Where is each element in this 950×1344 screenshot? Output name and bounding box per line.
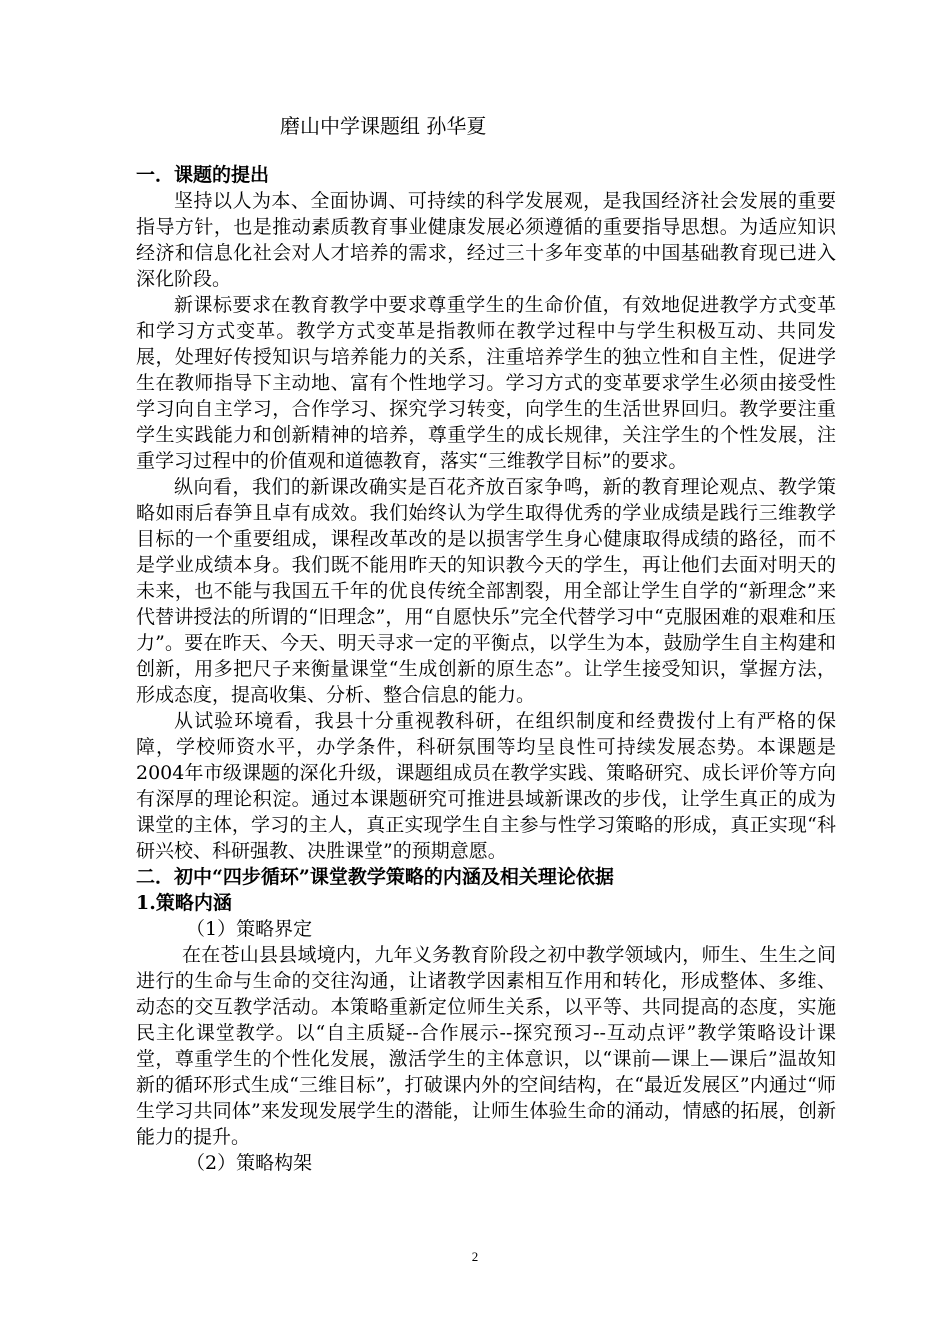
section-1-paragraph-4: 从试验环境看，我县十分重视教科研，在组织制度和经费拨付上有严格的保障，学校师资水平，办学条件，科研氛围等均呈良性可持续发展态势。本课题是2004年市级课题的深化升级，课题组成员在教学实践、策略研究、成长评价等方向有深厚的理论积淀。通过本课题研究可推进县域新课改的步伐，让学生真正的成为课堂的主体，学习的主人，真正实现学生自主参与性学习策略的形成，真正实现“科研兴校、科研强教、决胜课堂”的预期意愿。 xyxy=(136,710,836,862)
page-number: 2 xyxy=(471,1249,479,1264)
section-1-heading: 一．课题的提出 xyxy=(136,164,270,186)
author-line: 磨山中学课题组 孙华夏 xyxy=(280,114,487,138)
section-2-1-heading: 1.策略内涵 xyxy=(136,892,232,914)
section-2-heading: 二．初中“四步循环”课堂教学策略的内涵及相关理论依据 xyxy=(136,866,614,888)
subsection-definition-heading: （1）策略界定 xyxy=(186,918,313,940)
section-1-paragraph-2: 新课标要求在教育教学中要求尊重学生的生命价值，有效地促进教学方式变革和学习方式变革。教学方式变革是指教师在教学过程中与学生积极互动、共同发展，处理好传授知识与培养能力的关系，注重培养学生的独立性和自主性，促进学生在教师指导下主动地、富有个性地学习。学习方式的变革要求学生必须由接受性学习向自主学习，合作学习、探究学习转变，向学生的生活世界回归。教学要注重学生实践能力和创新精神的培养，尊重学生的成长规律，关注学生的个性发展，注重学习过程中的价值观和道德教育，落实“三维教学目标”的要求。 xyxy=(136,294,836,472)
subsection-framework-heading: （2）策略构架 xyxy=(186,1152,313,1174)
document-body xyxy=(136,162,836,1176)
subsection-definition-text: 在在苍山县县域境内，九年义务教育阶段之初中教学领域内，师生、生生之间进行的生命与生命的交往沟通，让诸教学因素相互作用和转化，形成整体、多维、动态的交互教学活动。本策略重新定位师生关系，以平等、共同提高的态度，实施民主化课堂教学。以“自主质疑--合作展示--探究预习--互动点评”教学策略设计课堂，尊重学生的个性化发展，激活学生的主体意识，以“课前—课上—课后”温故知新的循环形式生成“三维目标”，打破课内外的空间结构，在“最近发展区”内通过“师生学习共同体”来发现发展学生的潜能，让师生体验生命的涌动，情感的拓展，创新能力的提升。 xyxy=(136,944,836,1148)
section-1-paragraph-1: 坚持以人为本、全面协调、可持续的科学发展观，是我国经济社会发展的重要指导方针，也是推动素质教育事业健康发展必须遵循的重要指导思想。为适应知识经济和信息化社会对人才培养的需求，经过三十多年变革的中国基础教育现已进入深化阶段。 xyxy=(136,190,836,290)
section-1-paragraph-3: 纵向看，我们的新课改确实是百花齐放百家争鸣，新的教育理论观点、教学策略如雨后春笋且卓有成效。我们始终认为学生取得优秀的学业成绩是践行三维教学目标的一个重要组成，课程改革改的是以损害学生身心健康取得成绩的路径，而不是学业成绩本身。我们既不能用昨天的知识教今天的学生，再让他们去面对明天的未来，也不能与我国五千年的优良传统全部割裂，用全部让学生自学的“新理念”来代替讲授法的所谓的“旧理念”，用“自愿快乐”完全代替学习中“克服困难的艰难和压力”。要在昨天、今天、明天寻求一定的平衡点，以学生为本，鼓励学生自主构建和创新，用多把尺子来衡量课堂“生成创新的原生态”。让学生接受知识，掌握方法，形成态度，提高收集、分析、整合信息的能力。 xyxy=(136,476,836,706)
